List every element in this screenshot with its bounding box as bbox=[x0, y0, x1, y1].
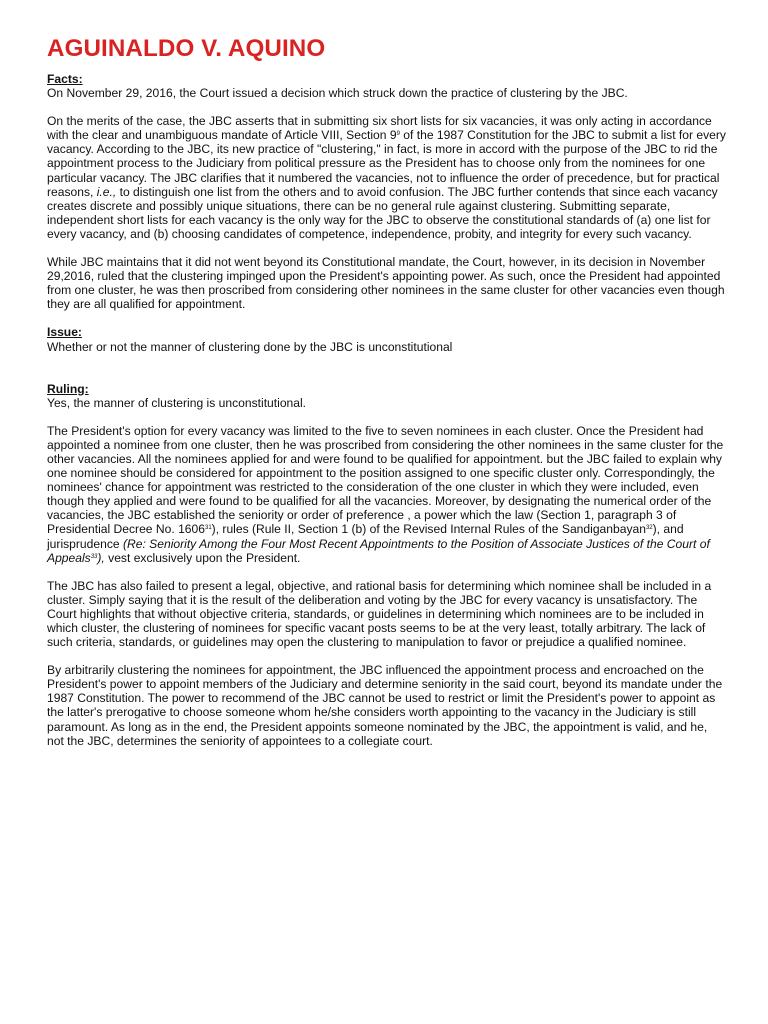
facts-paragraph-2-text-a: On the merits of the case, the JBC asserts that in submitting six short lists for six vacancies, it was only acting in accordance with the clear and unambiguous mandate of Article VIII, Section 9 bbox=[47, 114, 712, 143]
ruling-paragraph-4: By arbitrarily clustering the nominees for appointment, the JBC influenced the appointment process and encroached on the President's power to appoint members of the Judiciary and determine seniority in the said court, beyond its mandate under the 1987 Constitution. The power to recommend of the JBC cannot be used to restrict or limit the President's power to appoint as the latter's prerogative to choose someone whom he/she considers worth appointing to the vacancy in the Judiciary is still paramount. As long as in the end, the President appoints someone nominated by the JBC, the appointment is valid, and he, not the JBC, determines the seniority of appointees to a collegiate court. bbox=[47, 663, 723, 748]
facts-heading: Facts: bbox=[47, 72, 83, 86]
footnote-ref-31[interactable]: 31 bbox=[204, 525, 212, 532]
footnote-ref-33[interactable]: 33 bbox=[90, 553, 98, 560]
case-title: AGUINALDO V. AQUINO bbox=[47, 35, 326, 62]
ruling-paragraph-2-text-b: ), rules (Rule II, Section 1 (b) of the Revised Internal Rules of the Sandiganbayan bbox=[211, 522, 646, 537]
ruling-paragraph-2-text-c: ), and jurisprudence bbox=[47, 522, 684, 551]
facts-section bbox=[47, 72, 727, 311]
ruling-paragraph-2-text-d: vest exclusively upon the President. bbox=[104, 550, 301, 565]
facts-paragraph-2-text-c: to distinguish one list from the others and to avoid confusion. The JBC further contends that since each vacancy creates discrete and possibly unique situations, there can be no general rule against clustering. Submitting separate, independent short lists for each vacancy is the only way for the JBC to observe the constitutional standards of (a) one list for every vacancy, and (b) choosing candidates of competence, independence, probity, and integrity for every such vacancy. bbox=[47, 184, 718, 241]
issue-text: Whether or not the manner of clustering done by the JBC is unconstitutional bbox=[47, 339, 453, 354]
footnote-ref-9[interactable]: 9 bbox=[396, 131, 400, 138]
facts-paragraph-3: While JBC maintains that it did not went beyond its Constitutional mandate, the Court, however, in its decision in November 29,2016, ruled that the clustering impinged upon the President's appointing power. As such, once the President had appointed from one cluster, he was then proscribed from considering other nominees in the same cluster for other vacancies even though they are all qualified for appointment. bbox=[47, 255, 725, 312]
issue-heading: Issue: bbox=[47, 325, 82, 340]
facts-paragraph-1: On November 29, 2016, the Court issued a decision which struck down the practice of clustering by the JBC. bbox=[47, 86, 628, 101]
issue-section bbox=[47, 325, 727, 353]
ruling-case-citation-text: (Re: Seniority Among the Four Most Recent Appointments to the Position of Associate Justices of the Court of Appeals bbox=[47, 536, 710, 565]
ruling-heading: Ruling: bbox=[47, 381, 89, 396]
ruling-paragraph-1: Yes, the manner of clustering is unconstitutional. bbox=[47, 395, 307, 410]
ruling-section bbox=[47, 382, 727, 748]
facts-ie: i.e., bbox=[96, 184, 117, 199]
footnote-ref-32[interactable]: 32 bbox=[645, 525, 653, 532]
facts-paragraph-2 bbox=[47, 114, 727, 241]
ruling-paragraph-3: The JBC has also failed to present a legal, objective, and rational basis for determining which nominee shall be included in a cluster. Simply saying that it is the result of the deliberation and voting by the JBC for every vacancy is unsatisfactory. The Court highlights that without objective criteria, standards, or guidelines in determining which nominees are to be included in which cluster, the clustering of nominees for specific vacant posts seems to be at the very least, totally arbitrary. The lack of such criteria, standards, or guidelines may open the clustering to manipulation to favor or prejudice a qualified nominee. bbox=[47, 578, 712, 650]
ruling-paragraph-2-text-a: The President's option for every vacancy was limited to the five to seven nominees in each cluster. Once the President had appointed a nominee from one cluster, then he was proscribed from considering the other nominees in the same cluster for the other vacancies. All the nominees applied for and were found to be qualified for appointment. but the JBC failed to explain why one nominee should be considered for appointment to the position assigned to one specific cluster only. Correspondingly, the nominees' chance for appointment was restricted to the consideration of the one cluster in which they were included, even though they applied and were found to be qualified for all the vacancies. Moreover, by designating the numerical order of the vacancies, the JBC established the seniority or order of preference , a power which the law (Section 1, paragraph 3 of Presidential Decree No. 1606 bbox=[47, 423, 724, 537]
facts-paragraph-2-text-b: of the 1987 Constitution for the JBC to submit a list for every vacancy. According to the JBC, its new practice of "clustering," in fact, is more in accord with the purpose of the JBC to rid the appointment process to the Judiciary from political pressure as the President has to choose only from the nominees for one particular vacancy. The JBC clarifies that it numbered the vacancies, not to influence the order of precedence, but for practical reasons, bbox=[47, 128, 726, 199]
ruling-case-citation-end: ), bbox=[97, 550, 105, 565]
document-page bbox=[47, 35, 727, 748]
ruling-paragraph-2 bbox=[47, 424, 727, 565]
